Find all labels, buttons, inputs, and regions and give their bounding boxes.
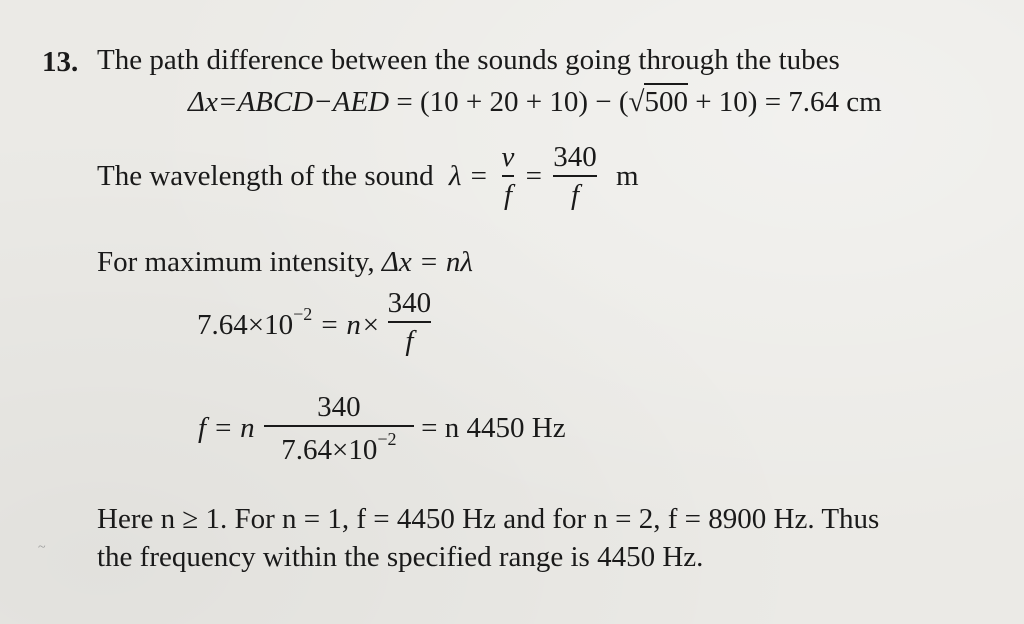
- eq4-numerator: 340: [317, 391, 361, 423]
- wavelength-unit: m: [616, 159, 639, 192]
- eq1-tail: + 10) = 7.64 cm: [687, 86, 882, 118]
- eq4-den-base: 7.64×10: [281, 434, 378, 467]
- problem-intro: The path difference between the sounds going through the tubes: [97, 44, 840, 76]
- fraction-numerator-v: v: [501, 141, 515, 173]
- max-intensity-formula: Δx = nλ: [381, 246, 473, 278]
- eq3-mid: = n×: [312, 308, 381, 341]
- eq3-denominator: f: [405, 325, 414, 358]
- problem-number: 13.: [42, 46, 79, 78]
- max-intensity-line: [97, 248, 473, 277]
- fraction-numerator-340: 340: [553, 141, 597, 173]
- eq1-mid: = (10 + 20 + 10) − (√: [389, 86, 645, 118]
- max-intensity-text: For maximum intensity,: [97, 246, 382, 278]
- scan-speck: ~: [38, 540, 46, 555]
- eq1-sqrt-arg: 500: [644, 83, 688, 118]
- eq4-fraction: [264, 392, 414, 466]
- conclusion-line-2: the frequency within the specified range is 4450 Hz.: [97, 541, 704, 573]
- eq4-lhs: f = n: [198, 412, 255, 445]
- eq4-den-exp: −2: [377, 429, 397, 450]
- wavelength-equals: =: [525, 159, 543, 192]
- eq3-lhs-group: [197, 305, 380, 340]
- conclusion-line-1: Here n ≥ 1. For n = 1, f = 4450 Hz and for n = 2, f = 8900 Hz. Thus: [97, 503, 880, 535]
- eq3-numerator: 340: [387, 287, 432, 319]
- eq4-denominator: [264, 430, 414, 465]
- wavelength-text: The wavelength of the sound: [97, 159, 434, 192]
- eq3-fraction: [388, 288, 432, 357]
- 340-over-f-fraction: [553, 142, 597, 211]
- equation-3: [197, 288, 431, 370]
- wavelength-lambda: λ =: [448, 159, 489, 192]
- eq3-exp: −2: [293, 303, 313, 324]
- fraction-denominator-f2: f: [570, 179, 580, 212]
- path-difference-equation: [188, 88, 882, 117]
- equation-4: [198, 392, 566, 476]
- eq3-lhs: 7.64×10: [197, 308, 294, 341]
- fraction-denominator-f: f: [503, 179, 512, 212]
- eq4-rhs: = n 4450 Hz: [421, 412, 566, 445]
- eq1-lhs: Δx=ABCD−AED: [188, 86, 390, 118]
- wavelength-line: [97, 142, 639, 222]
- v-over-f-fraction: [502, 142, 515, 211]
